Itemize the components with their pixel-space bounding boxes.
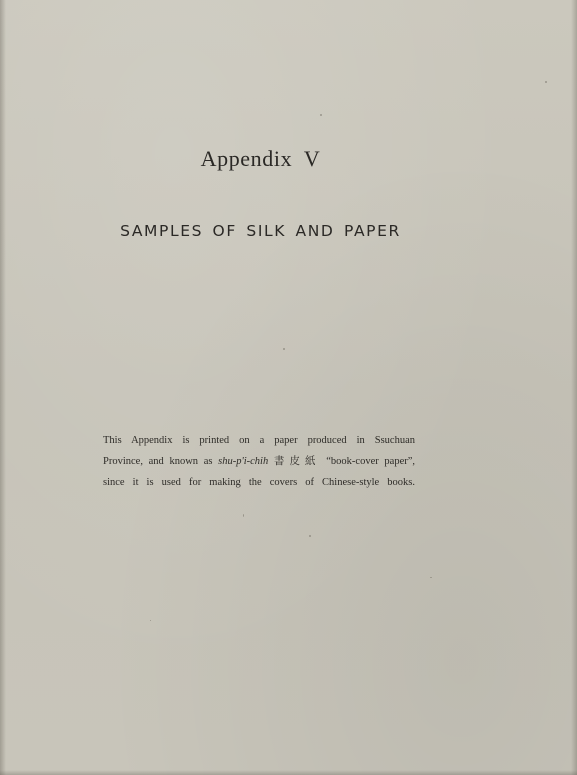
page-left-edge [0,0,6,775]
paper-speck [309,535,311,537]
paragraph-line-2 [103,451,415,472]
page-right-edge [571,0,577,775]
line-2-prefix: Province, and known as [103,456,219,467]
section-heading: SAMPLES OF SILK AND PAPER [120,222,401,240]
english-gloss: “book-cover paper”, [326,456,416,467]
page-bottom-edge [0,770,577,775]
chinese-term: 書皮紙 [273,456,321,467]
body-paragraph [103,430,415,493]
paragraph-line-3: since it is used for making the covers of Chinese-style books. [103,477,415,488]
paper-speck [283,348,285,350]
paper-speck [545,81,547,83]
paragraph-line-1: This Appendix is printed on a paper produced in Ssuchuan [103,435,415,446]
paper-speck [430,577,432,578]
romanized-term: shu-p'i-chih [218,456,269,467]
paper-speck [150,620,151,621]
paper-speck [243,514,244,517]
paper-speck [320,114,322,116]
appendix-title: Appendix V [200,146,321,171]
